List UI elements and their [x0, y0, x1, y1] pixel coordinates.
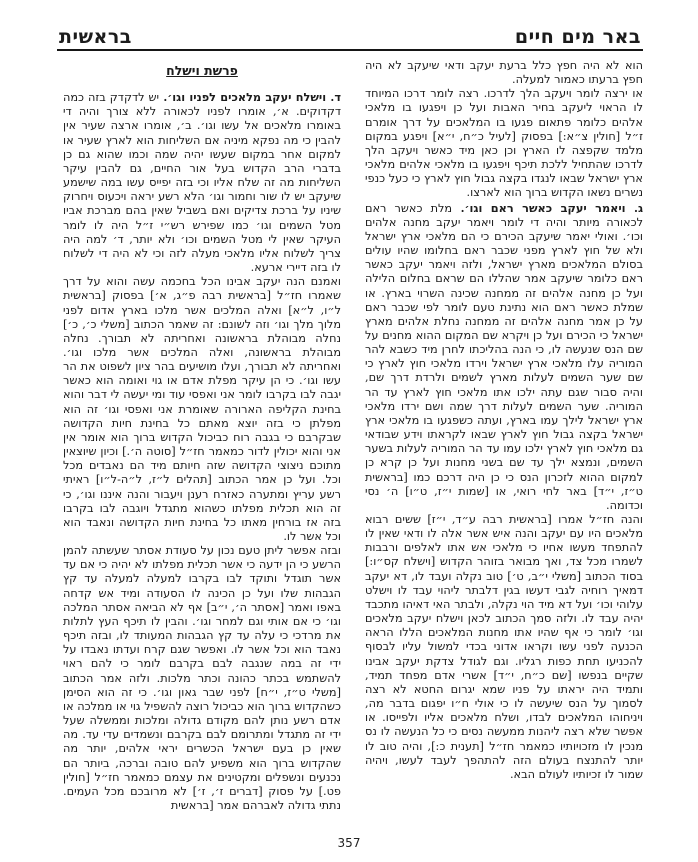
volume-title: בראשית	[59, 26, 132, 48]
page-content	[57, 26, 643, 813]
paragraph-lead: ד. וישלח יעקב מלאכים לפניו וגו׳.	[159, 90, 342, 105]
paragraph: והנה חז״ל אמרו [בראשית רבה ע״ד, י״ז] ששים רבוא מלאכים היו עם יעקב והנה איש אשר אלה לו ודאי שאין לו להתפחד מעשו אחיו כי מלאכי אש אתו לאלפים ורבבות לשמרו מכל צד, ואך מבואר בזוהר הקדוש [וישלח קס״ו:] בסוד הכתוב [משלי י״ב, ט׳] טוב נקלה ועבד לו, דא יעקב דמאיך רוחיה לגבי דעשו בגין דלבתר ליהוי עבד לו וישלט עלוהי וכו׳ ועל דא מיד הוי נקלה, ולבתר האי דאיהו מתכבד יהיה עבד לו. ולזה סמך הכתוב לכאן וישלח יעקב מלאכים וגו׳ לומר כי אף שהיו אתו מחנות המלאכים הללו הראה הכנעה לפני עשו וקראו אדוני בכדי למשול עליו לבסוף להכניעו תחת כפות רגליו. וגם לגודל צדקת יעקב אבינו שקיים בנפשו [שם כ״ח, י״ד] אשרי אדם מפחד תמיד, ותמיד היה יראתו על פניו שמא יגרום החטא לא רצה לסמוך על הנס שיעשה לו כי אולי ח״ו יפגום בדבר מה, ויניחוהו המלאכים לבדו, ושלח מלאכים אליו ולפייסו. או אפשר שלא רצה ליהנות ממעשה נסים כי כל הנעשה לו נס מנכין לו מזכויותיו כמאמר חז״ל [תענית כ:], והיה טוב לו יותר להתנצח בעולם הזה להתהפך לעבד לעשו, ויהיה שמור לו זכיותיו לעולם הבא.	[365, 513, 643, 781]
paragraph: ובזה אפשר ליתן טעם נכון על סעודת אסתר שעשתה להמן הרשע כי הן ידעה כי אשר תכלית מפלתו לא יהיה כי אם עד אשר תוגדל ותוקד לבו בקרבו למעלה למעלה עד קץ הגבהות שלו ועל כן הכינה לו הסעודה ומיד אש קדחה באפו ואמר [אסתר ה׳, י״ב] אף לא הביאה אסתר המלכה וגו׳ כי אם אותי וגם למחר וגו׳. והבין לו תיכף העץ לתלות את מרדכי כי עלה עד קץ הגבהות המעותד לו, ובזה תיכף נאבד הוא וכל אשר לו. ואפשר שגם קרח ועדתו נאבדו על ידי זה במה שנגבה לבם בקרבם לומר כי להם ראוי להשתמש בכתר כהונה וכתר מלכות. ולזה אמר הכתוב [משלי ט״ז, י״ח] לפני שבר גאון וגו׳. כי זה הוא הסימן כשהקדוש ברוך הוא כביכול רוצה להשפיל גוי או ממלכה או אדם רשע נותן להם מקודם גדולה ומלכות וממשלה שעל ידי זה מתגדל ומתרומם לבם בקרבם ונשמדים עדי עד. מה שאין כן בעם ישראל הכשרים יראי אלהים, יותר מה שהקדוש ברוך הוא משפיע להם טובה וברכה, ביותר הם נכנעים ונשפלים ומקטינים את עצמם כמאמר חז״ל [חולין פט.] על פסוק [דברים ז׳, ז׳] לא מרובכם מכל העמים. נתתי גדולה לאברהם אמר [בראשית	[63, 544, 341, 812]
parsha-header: פרשת וישלח	[166, 63, 238, 78]
paragraph-lead: ג. ויאמר יעקב כאשר ראם וגו׳.	[452, 200, 643, 215]
page-number: 357	[337, 836, 361, 850]
paragraph: או ירצה לומר ויעקב הלך לדרכו. רצה לומר דרכו המיוחד לו הראוי ליעקב בחיר האבות ועל כן ויפגעו בו מלאכי אלהים כלומר פתאום פגעו בו המלאכים על דרך אומרם ז״ל [חולין צ״א:] בפסוק [לעיל כ״ח, י״א] ויפגע במקום מלמד שקפצה לו הארץ וכן כאן מיד כאשר ויעקב הלך לדרכו שהתחיל ללכת תיכף ויפגעו בו מלאכי אלהים מלאכי ארץ ישראל שבאו לנגדו בקצה גבול חוץ לארץ כי כעל כנפי נשרים נשאו הקדוש ברוך הוא לארצו.	[365, 87, 643, 200]
masthead	[57, 26, 643, 51]
left-column	[63, 59, 341, 813]
right-column	[365, 59, 643, 813]
paragraph: ד. וישלח יעקב מלאכים לפניו וגו׳. יש לדקדק בזה כמה דקדוקים. א׳, אומרו לפניו לכאורה ללא צורך והיה די באומרו מלאכים אל עשו וגו׳. ב׳, אומרו ארצה שעיר אין להבין כי מה נפקא מיניה אם השליחות הוא לארץ שעיר או למקום אחר במקום שעשו יהיה שמה וכמו שהוא גם כן בדברי הרב הקדוש בעל אור החיים, גם להבין עיקר השליחות מה זה שלח אליו וכי בזה יפייס עשו במה שישמע שיעקב יש לו שור וחמור וגו׳ הלא רשע יראה ויכעוס ויחרוק שיניו על ברכת צדיקים ואם בשביל שאין בהם מברכת אביו מטל השמים וגו׳ כמו שפירש רש״י ז״ל היה לו לומר העיקר שאין לי מטל השמים וכו׳ ולא יותר, ד׳ למה היה צריך לשלוח אליו מלאכי מעלה לזה וכי לא היה די לשלוח לו בזה דיירי ארעא.	[63, 90, 342, 275]
paragraph: הוא לא היה חפץ כלל ברעת יעקב ודאי שיעקב לא היה חפץ ברעתו כאמור למעלה.	[365, 59, 643, 87]
paragraph: ג. ויאמר יעקב כאשר ראם וגו׳. מלת כאשר ראם לכאורה מיותר והיה די לומר ויאמר יעקב מחנה אלהים וכו׳. ואולי יאמר שיעקב הכירם כי הם מלאכי ארץ ישראל ולא של חוץ לארץ מפני שכבר ראם בחלומו שהיו עולים בסולם המלאכים מארץ ישראל, ולזה ויאמר יעקב כאשר ראם כלומר שיעקב אמר שהללו הם שראם בחלום הלילה ועל כן מחנה אלהים זה ממחנה שכינה השרוי בארץ. או שמלת כאשר ראם הוא נתינת טעם לומר לפי שכבר ראם על כן אמר מחנה אלהים זה ממחנה נחלת אלהים מארץ ישראל כי הכירם ועל כן ויקרא שם המקום ההוא מחנים על שם הנס שנעשה לו, כי הנה בהליכתו לחרן מיד כשבא להר המוריה עלו מלאכי ארץ ישראל וירדו מלאכי חוץ לארץ כי שם שער השמים לעלות מארץ לשמים ולרדת דרך שם, והיה סבור שגם עתה ילכו אתו מלאכי חוץ לארץ עד הר המוריה. שער השמים לעלות דרך שמה ושם ירדו מלאכי ארץ ישראל לילך עמו בארץ, ועתה כשפגעו בו מלאכי ארץ ישראל בקצה גבול חוץ לארץ שבאו לקראתו וידע שבודאי גם מלאכי חוץ לארץ ילכו עמו עד הר המוריה לעלות בשער השמים, ונמצא ילך עד שם בשני מחנות ועל כן קרא כן למקום ההוא לזכרון הנס כי כן היה דרכם כמו [בראשית ט״ז, י״ד] באר לחי רואי, או [שמות י״ז, ט״ו] ה׳ נסי וכדומה.	[365, 200, 643, 512]
paragraph: ואמנם הנה יעקב אבינו הכל בחכמה עשה והוא על דרך שאמרו חז״ל [בראשית רבה פ״ג, א׳] בפסוק [בראשית ל״ו, ל״א] ואלה המלכים אשר מלכו בארץ אדום לפני מלוך מלך וגו׳ וזה לשונם: זה שאמר הכתוב [משלי כ׳, כ׳] נחלה מבוהלת בראשונה ואחריתה לא תבורך. נחלה מבוהלת בראשונה, ואלה המלכים אשר מלכו וגו׳. ואחריתה לא תבורך, ועלו מושיעים בהר ציון לשפוט את הר עשו וגו׳. כי הן עיקר מפלת אדם או גוי ואומה הוא כאשר יגבה לבו בקרבו לומר אני ואפסי עוד ומי יעשה לי דבר והוא בחינת הקליפה הארורה שאומרת אני ואפסי וגו׳ זה הוא מפלתן כי בזה יוצא מאתם כל בחינת חיות הקדושה שבקרבם כי בגבה רוח כביכול הקדוש ברוך הוא אומר אין אני והוא יכולין לדור כמאמר חז״ל [סוטה ה׳.] וכיון שיוצאין מתוכם ניצוצי הקדושה שזה חיותם מיד הם נאבדים מכל וכל. ועל כן אמר הכתוב [תהלים ל״ז, ל״ה-ל״ו] ראיתי רשע עריץ ומתערה כאזרח רענן ויעבור והנה איננו וגו׳, כי זה הוא תכלית מפלתו כשהוא מתגדל ויוגבה לבו בקרבו בזה אז בורחין מאתו כל בחינת חיות הקדושה ונאבד הוא וכל אשר לו.	[63, 275, 341, 543]
text-columns	[57, 59, 643, 813]
book-title: באר מים חיים	[514, 26, 641, 48]
